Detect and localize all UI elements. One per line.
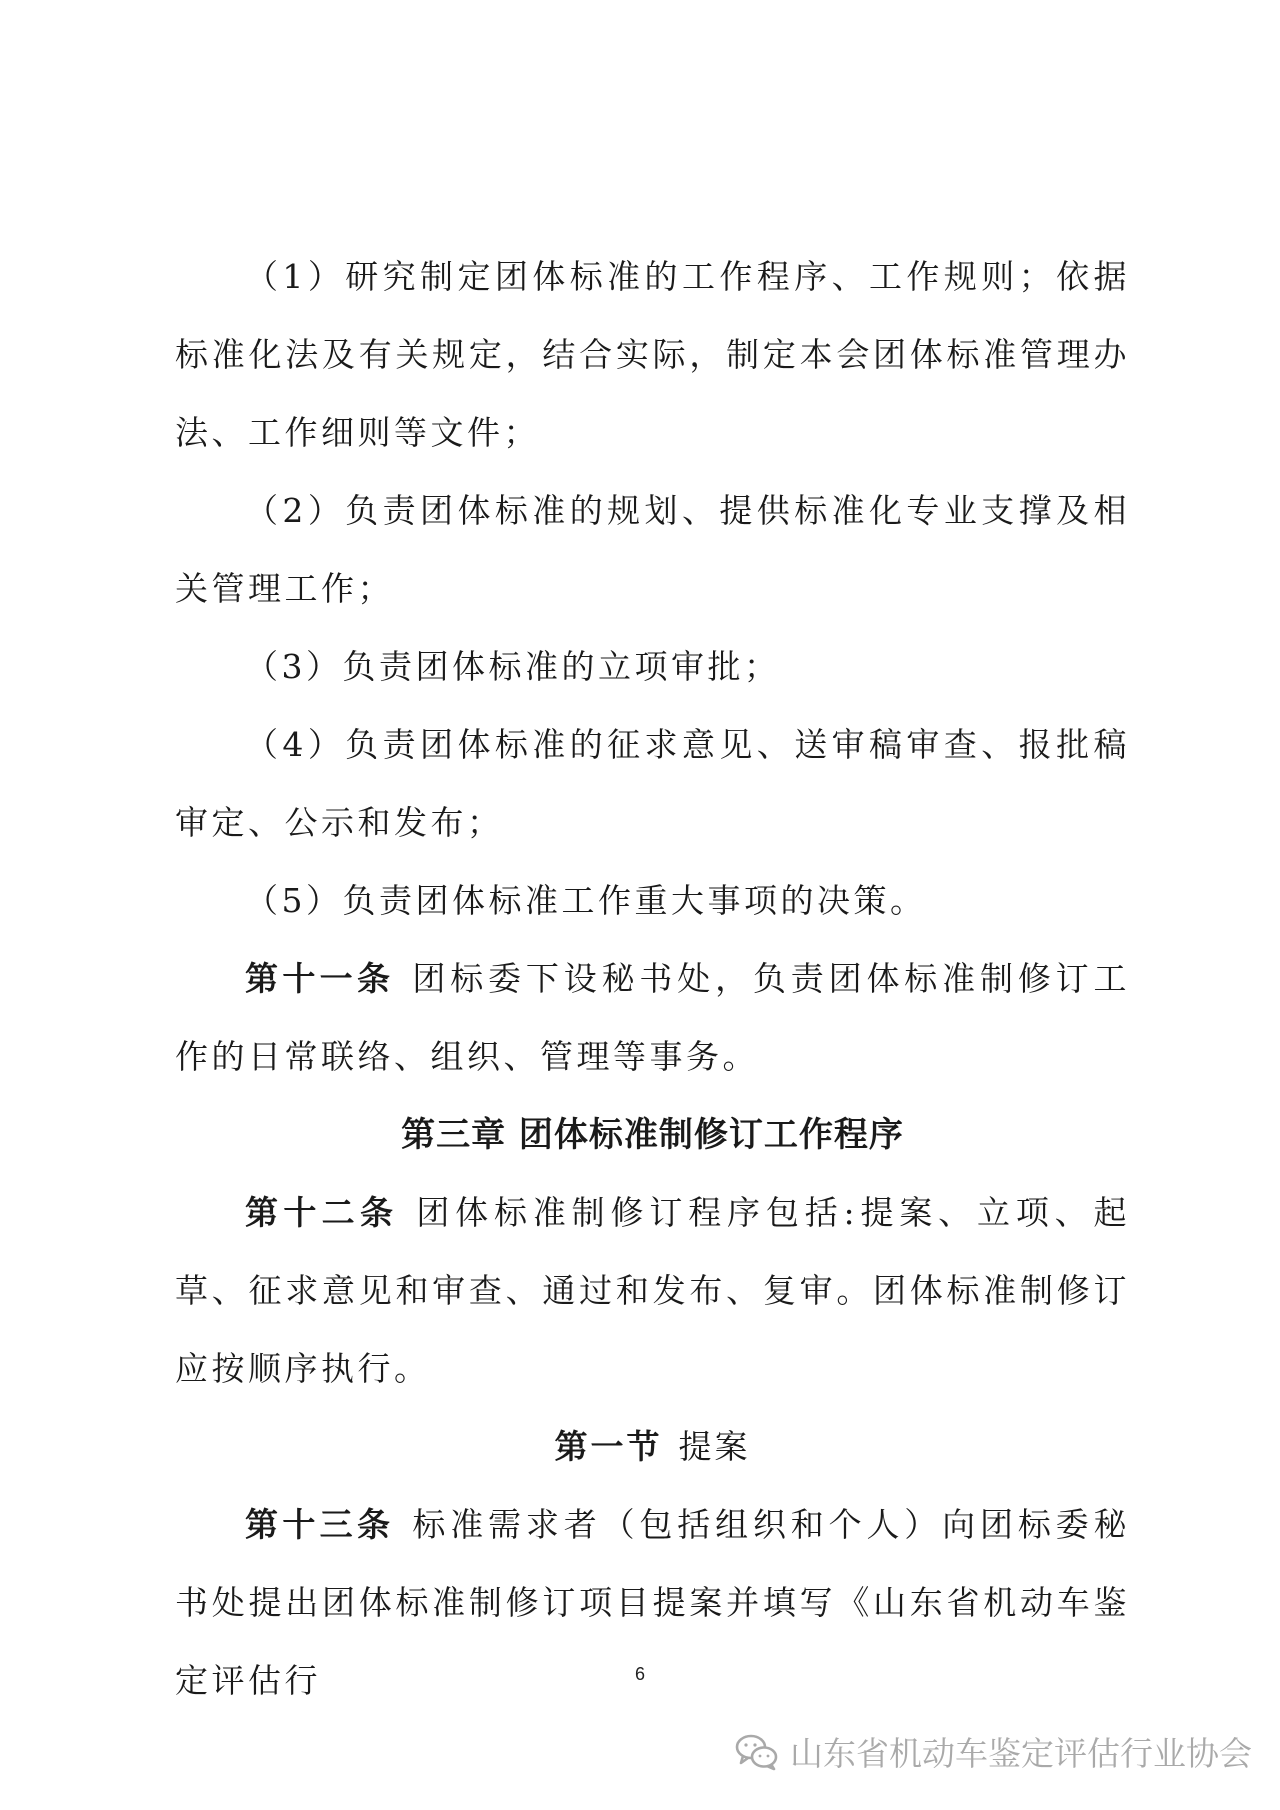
list-item-4: （4）负责团体标准的征求意见、送审稿审查、报批稿审定、公示和发布； (175, 725, 1130, 842)
article-12 (175, 1174, 1130, 1408)
section-1-heading (175, 1408, 1130, 1486)
article-12-text: 团体标准制修订程序包括:提案、立项、起草、征求意见和审查、通过和发布、复审。团体标准制修订应按顺序执行。 (175, 1193, 1130, 1388)
chapter-3-title: 第三章 团体标准制修订工作程序 (401, 1115, 904, 1155)
wechat-icon (734, 1732, 780, 1772)
article-12-number: 第十二条 (245, 1193, 399, 1232)
article-13-text: 标准需求者（包括组织和个人）向团标委秘书处提出团体标准制修订项目提案并填写《山东省机动车鉴定评估行 (175, 1505, 1131, 1700)
list-item-5: （5）负责团体标准工作重大事项的决策。 (245, 881, 927, 920)
article-13-number: 第十三条 (245, 1505, 395, 1544)
document-body (175, 238, 1130, 1720)
watermark-text: 山东省机动车鉴定评估行业协会 (790, 1734, 1252, 1773)
list-item-1: （1）研究制定团体标准的工作程序、工作规则；依据标准化法及有关规定，结合实际，制定本会团体标准管理办法、工作细则等文件； (175, 257, 1130, 452)
article-11-number: 第十一条 (245, 959, 395, 998)
list-item-3: （3）负责团体标准的立项审批； (245, 647, 781, 686)
page-number: 6 (634, 1664, 645, 1684)
watermark (734, 1728, 1252, 1775)
article-11 (175, 940, 1130, 1096)
section-1-title: 提案 (678, 1427, 751, 1466)
list-item-2: （2）负责团体标准的规划、提供标准化专业支撑及相关管理工作； (175, 491, 1130, 608)
article-11-text: 团标委下设秘书处，负责团体标准制修订工作的日常联络、组织、管理等事务。 (175, 959, 1131, 1076)
section-1-number: 第一节 (554, 1427, 663, 1466)
